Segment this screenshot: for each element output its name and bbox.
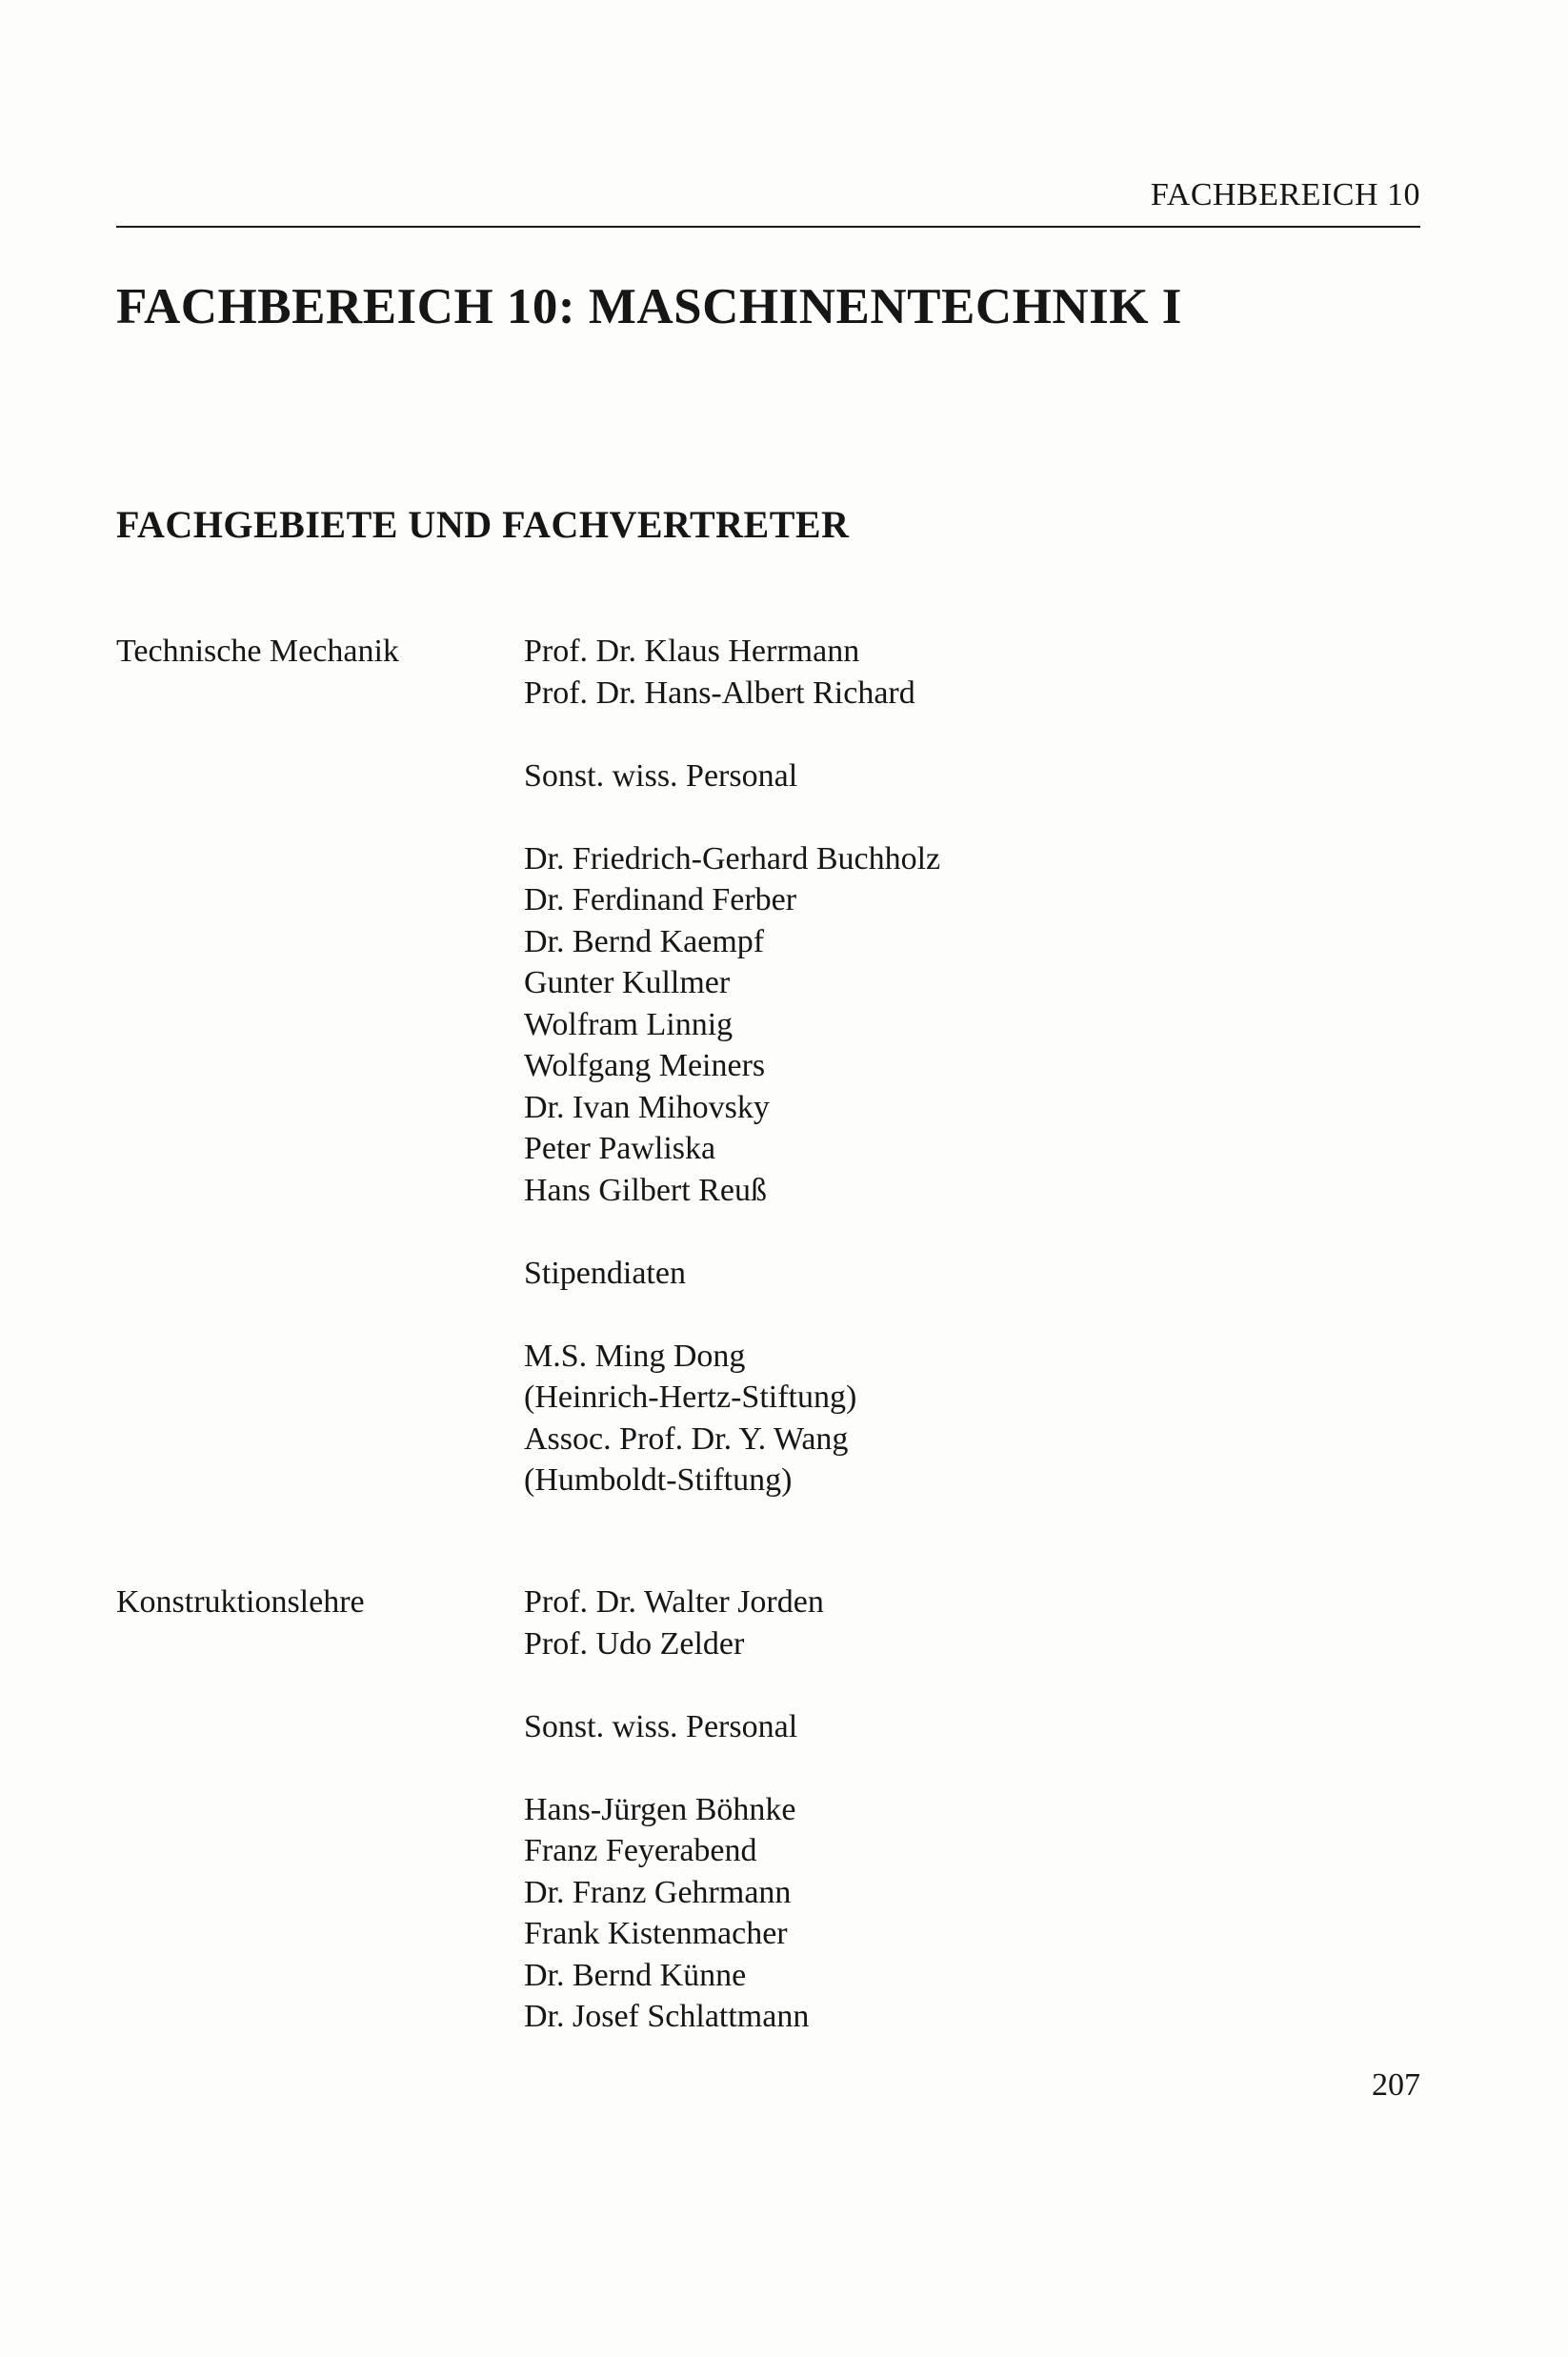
- staff-heading: Sonst. wiss. Personal: [524, 757, 798, 794]
- running-head: FACHBEREICH 10: [1150, 177, 1420, 212]
- staff-name: Peter Pawliska: [524, 1131, 716, 1166]
- header-rule: [116, 226, 1420, 228]
- staff-name: Hans Gilbert Reuß: [524, 1172, 767, 1208]
- staff-name: Dr. Franz Gehrmann: [524, 1874, 792, 1910]
- staff-name: Hans-Jürgen Böhnke: [524, 1791, 796, 1827]
- professor-name: Prof. Udo Zelder: [524, 1625, 745, 1662]
- staff-name: Dr. Bernd Künne: [524, 1957, 747, 1993]
- staff-name: Dr. Ivan Mihovsky: [524, 1089, 770, 1125]
- staff-name: Frank Kistenmacher: [524, 1916, 788, 1951]
- fellow-affiliation: (Heinrich-Hertz-Stiftung): [524, 1380, 857, 1415]
- area-members: [524, 1581, 1381, 2038]
- professor-name: Prof. Dr. Walter Jorden: [524, 1584, 824, 1620]
- fellow-name: Assoc. Prof. Dr. Y. Wang: [524, 1420, 849, 1457]
- staff-name: Dr. Josef Schlattmann: [524, 1999, 810, 2034]
- area-name: Konstruktionslehre: [116, 1584, 365, 1620]
- page-title: FACHBEREICH 10: MASCHINENTECHNIK I: [116, 279, 1182, 334]
- staff-name: Dr. Bernd Kaempf: [524, 923, 765, 959]
- section-title: FACHGEBIETE UND FACHVERTRETER: [116, 503, 850, 546]
- staff-name: Gunter Kullmer: [524, 965, 731, 1000]
- area-members: [524, 631, 1381, 1501]
- staff-name: Dr. Ferdinand Ferber: [524, 882, 797, 917]
- area-name: Technische Mechanik: [116, 634, 399, 669]
- staff-name: Wolfgang Meiners: [524, 1048, 766, 1083]
- staff-name: Franz Feyerabend: [524, 1833, 757, 1868]
- staff-name: Dr. Friedrich-Gerhard Buchholz: [524, 840, 941, 876]
- professor-name: Prof. Dr. Klaus Herrmann: [524, 634, 860, 669]
- fellows-heading: Stipendiaten: [524, 1255, 686, 1291]
- fellow-name: M.S. Ming Dong: [524, 1338, 746, 1374]
- professor-name: Prof. Dr. Hans-Albert Richard: [524, 675, 915, 711]
- fellow-affiliation: (Humboldt-Stiftung): [524, 1462, 793, 1498]
- staff-heading: Sonst. wiss. Personal: [524, 1708, 798, 1744]
- staff-name: Wolfram Linnig: [524, 1006, 734, 1042]
- page-number: 207: [1372, 2067, 1420, 2103]
